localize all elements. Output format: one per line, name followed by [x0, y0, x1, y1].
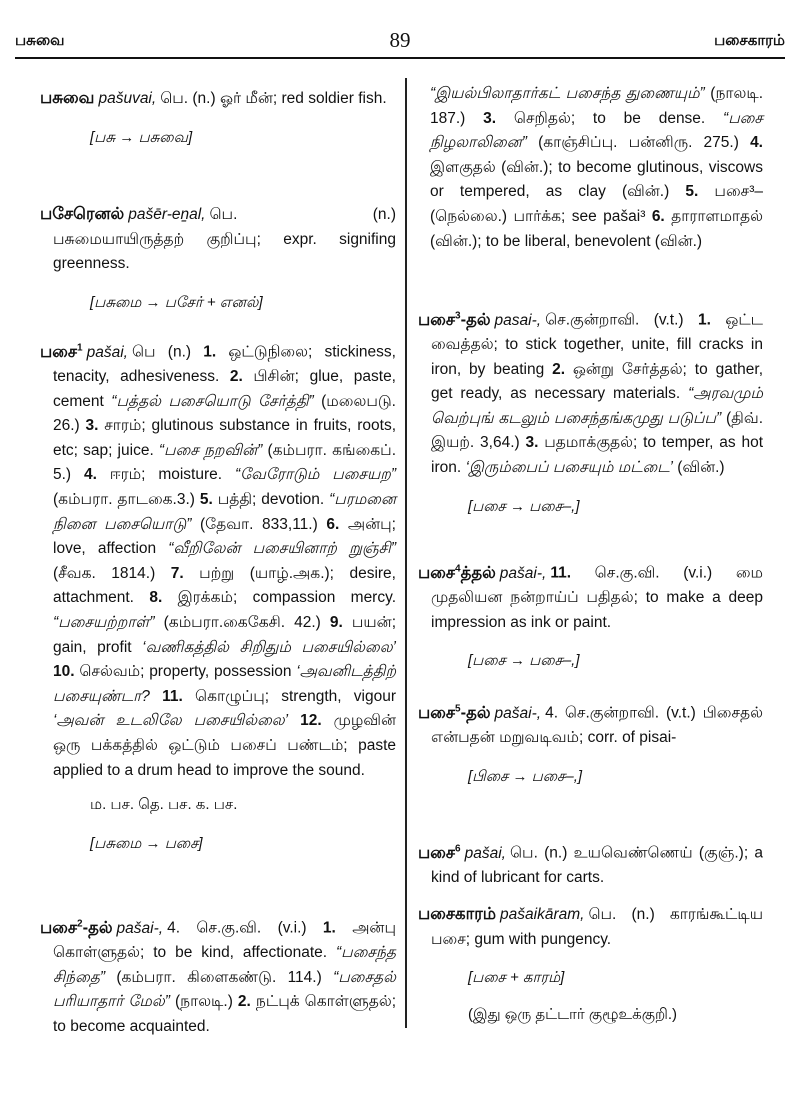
dictionary-entry: [40, 336, 396, 856]
headword-text: பசை: [40, 918, 78, 937]
entry-body: [40, 202, 396, 277]
sense-number: 6.: [651, 207, 665, 225]
citation-quote: ‘இரும்பைப் பசையும் மட்டை’: [465, 459, 673, 477]
definition-text: முழவின் ஒரு பக்கத்தில் ஒட்டும் பசைப் பண்டம்; paste applied to a drum head to improve the sound.: [53, 712, 397, 779]
headword-suffix: த்தல்: [460, 563, 496, 582]
definition-text: (சீவக. 1814.): [53, 564, 171, 582]
citation-quote: ‘அவன் உடலிலே பசையில்லை’: [53, 712, 289, 730]
definition-text: (காஞ்சிப்பு. பன்னிரு. 275.): [526, 134, 751, 152]
sense-number: 7.: [170, 564, 184, 582]
entry-body: [418, 82, 763, 254]
transliteration: pašai-,: [499, 564, 547, 582]
header-rule: [15, 57, 785, 59]
cognates: ம. பச. தெ. பச. க. பச.: [90, 796, 238, 814]
definition-text: 4. செ.குன்றாவி. (v.t.) பிசைதல் என்பதன் மறுவடிவம்; corr. of pisai-: [431, 704, 763, 747]
transliteration: pašai-,: [494, 704, 542, 722]
headword-text: பசை: [418, 563, 456, 582]
sense-number: 11.: [162, 687, 183, 705]
etymology: [பசு → பசுவை]: [90, 128, 193, 146]
headword: [418, 704, 491, 722]
headword-suffix: -தல்: [82, 918, 113, 937]
usage-note: (இது ஒரு தட்டார் குழூஉக்குறி.): [468, 1005, 678, 1023]
transliteration: pašai,: [86, 343, 128, 361]
etymology: [பசுமை → பசேர் + எனல்]: [90, 293, 263, 311]
sense-number: 3.: [85, 417, 99, 435]
headword-text: பசை: [40, 342, 78, 361]
sense-number: 2.: [237, 993, 251, 1011]
running-head-right: பசைகாரம்: [714, 32, 785, 49]
entry-body: [418, 697, 763, 751]
headword-text: பசேரெனல்: [40, 205, 125, 223]
entry-body: [418, 837, 763, 891]
definition-text: 4. செ.கு.வி. (v.i.): [167, 919, 323, 937]
definition-text: இளகுதல் (வின்.); to become glutinous, viscows or tempered, as clay (வின்.): [430, 158, 763, 201]
definition-text: (கம்பரா. கிளைகண்டு. 114.): [105, 968, 334, 986]
definition-text: [150, 688, 162, 705]
etymology: [பிசை → பசை–,]: [468, 767, 583, 785]
citation-quote: “பசைதல் பரியாதார் மேல்”: [53, 968, 396, 1011]
citation-quote: “பத்தல் பசையொடு சேர்த்தி”: [111, 392, 314, 410]
homonym-number: 2: [77, 918, 83, 929]
definition-text: பெ. (n.) பசுமையாயிருத்தற் குறிப்பு; expr. signifing greenness.: [53, 206, 396, 273]
sense-number: 2.: [229, 368, 243, 386]
definition-text: பசை³–(நெல்லை.) பார்க்க; see pašai³: [430, 183, 763, 225]
citation-quote: “பசையற்றாள்”: [53, 614, 155, 632]
transliteration: pašaikāram,: [500, 906, 585, 923]
headword-text: பசை: [418, 703, 456, 722]
headword-suffix: -தல்: [460, 310, 491, 329]
definition-text: தாராளமாதல் (வின்.); to be liberal, benevolent (வின்.): [430, 207, 763, 250]
sense-number: 12.: [300, 712, 322, 730]
entry-body: [40, 336, 396, 783]
homonym-number: 4: [455, 563, 461, 574]
headword-text: பசை: [418, 843, 456, 862]
sense-number: 6.: [326, 515, 340, 533]
definition-text: அன்பு; love, affection: [53, 515, 396, 558]
definition-text: செல்வம்; property, possession: [74, 663, 297, 681]
headword: [40, 205, 124, 223]
headword: [418, 311, 491, 329]
citation-quote: “பசைந்த சிந்தை”: [53, 944, 396, 986]
dictionary-entry: [418, 304, 763, 519]
citation-quote: “பசை நறவின்”: [158, 441, 263, 459]
sense-number: 3.: [483, 109, 497, 127]
sense-number: 10.: [53, 663, 75, 681]
entry-body: [418, 902, 763, 952]
definition-text: பெ. (n.) ஓர் மீன்; red soldier fish.: [160, 90, 387, 107]
entry-body: [40, 912, 396, 1039]
transliteration: pašai-,: [116, 919, 164, 937]
definition-text: ஒட்டுநிலை; stickiness, tenacity, adhesiveness.: [53, 343, 396, 386]
etymology: [பசை + காரம்]: [468, 969, 565, 987]
sense-number: 3.: [525, 434, 539, 452]
citation-quote: ‘அவனிடத்திற் பசையுண்டா?: [53, 663, 396, 705]
dictionary-entry: [418, 697, 763, 789]
definition-text: (கம்பரா. தாடகை.3.): [53, 491, 200, 509]
sense-number: 1.: [203, 343, 217, 361]
definition-text: செ.கு.வி. (v.i.) மை முதலியன நன்றாய்ப் பதிதல்; to make a deep impression as ink or paint.: [431, 564, 763, 631]
definition-text: (மலைபடு. 26.): [53, 392, 396, 435]
homonym-number: 1: [77, 342, 83, 353]
sense-number: 1.: [698, 311, 711, 329]
headword: [40, 89, 94, 107]
etymology: [பசுமை → பசை]: [90, 834, 203, 852]
definition-text: (வின்.): [672, 459, 725, 477]
citation-quote: “பசை நிழலாலினை”: [430, 109, 763, 152]
definition-text: (கம்பரா. கங்கைப். 5.): [53, 441, 397, 484]
definition-text: (திவ். இயற். 3,64.): [431, 409, 763, 452]
definition-text: அன்பு கொள்ளுதல்; to be kind, affectionate.: [53, 919, 396, 962]
sense-number: 5.: [685, 183, 699, 201]
headword: [40, 343, 83, 361]
definition-text: (நாலடி.): [169, 993, 238, 1011]
definition-text: பெ (n.): [131, 343, 204, 361]
dictionary-entry: [418, 837, 763, 891]
transliteration: pašai,: [464, 844, 506, 862]
etymology: [பசை → பசை–,]: [468, 652, 580, 670]
citation-quote: “இயல்பிலாதார்கட் பசைந்த துணையும்”: [430, 85, 705, 102]
transliteration: pašuvai,: [98, 90, 157, 107]
sense-number: 5.: [199, 491, 213, 509]
headword-text: பசைகாரம்: [418, 905, 497, 923]
definition-text: (நாலடி. 187.): [430, 85, 763, 127]
sense-number: 9.: [329, 614, 343, 632]
definition-text: பெ. (n.) உயவெண்ணெய் (குஞ்.); a kind of lubricant for carts.: [431, 844, 763, 887]
transliteration: pašēr-eṉal,: [128, 206, 206, 223]
definition-text: ஈரம்; moisture.: [96, 466, 235, 484]
sense-number: 8.: [149, 589, 163, 607]
homonym-number: 3: [455, 310, 461, 321]
entry-body: [40, 86, 396, 112]
definition-text: பத்தி; devotion.: [212, 491, 330, 509]
transliteration: pasai-,: [494, 311, 542, 329]
sense-number: 1.: [322, 919, 336, 937]
running-head-left: பசுவை: [15, 32, 65, 49]
entry-continuation: [418, 82, 763, 254]
dictionary-entry: [40, 912, 396, 1039]
dictionary-entry: [418, 557, 763, 674]
headword: [418, 905, 496, 923]
definition-text: பெ. (n.) காரங்கூட்டிய பசை; gum with pungency.: [431, 906, 763, 948]
definition-text: செறிதல்; to be dense.: [496, 109, 724, 127]
etymology: [பசை → பசை–,]: [468, 497, 580, 515]
entry-body: [418, 557, 763, 635]
homonym-number: 6: [455, 843, 461, 854]
column-divider: [405, 78, 407, 1028]
definition-text: [288, 712, 300, 729]
definition-text: ஒன்று சேர்த்தல்; to gather, get ready, as necessary materials.: [431, 360, 764, 403]
citation-quote: “அரவமும் வெற்புங் கடலும் பசைந்தங்கமுது படுப்ப”: [431, 385, 763, 427]
headword: [40, 919, 113, 937]
definition-text: (கம்பரா.கைகேசி. 42.): [154, 614, 330, 632]
headword-text: பசுவை: [40, 89, 95, 107]
dictionary-entry: [418, 902, 763, 1027]
sense-number: 4.: [83, 466, 97, 484]
citation-quote: “வேரோடும் பசையற”: [234, 466, 397, 484]
citation-quote: “பரமனை நினை பசையொடு”: [53, 491, 396, 533]
headword-suffix: -தல்: [460, 703, 491, 722]
sense-number: 11.: [550, 564, 572, 582]
sense-number: 4.: [750, 134, 763, 152]
definition-text: பிசின்; glue, paste, cement: [53, 368, 396, 410]
definition-text: பயன்; gain, profit: [53, 614, 396, 656]
definition-text: கொழுப்பு; strength, vigour: [182, 687, 396, 705]
definition-text: இரக்கம்; compassion mercy.: [162, 589, 397, 607]
definition-text: (தேவா. 833,11.): [191, 515, 327, 533]
dictionary-entry: [40, 202, 396, 315]
definition-text: நட்புக் கொள்ளுதல்; to become acquainted.: [53, 993, 397, 1035]
definition-text: சாரம்; glutinous substance in fruits, roots, etc; sap; juice.: [53, 417, 397, 459]
definition-text: பற்று (யாழ்.அக.); desire, attachment.: [53, 564, 396, 607]
entry-body: [418, 304, 763, 481]
citation-quote: “வீறிலேன் பசையினாற் றுஞ்சி”: [168, 540, 396, 558]
citation-quote: ‘வணிகத்தில் சிறிதும் பசையில்லை’: [142, 638, 397, 656]
sense-number: 2.: [552, 360, 566, 378]
dictionary-entry: [40, 86, 396, 150]
homonym-number: 5: [455, 703, 461, 714]
headword: [418, 844, 461, 862]
headword-text: பசை: [418, 310, 456, 329]
page-number: 89: [389, 28, 411, 52]
headword: [418, 564, 496, 582]
definition-text: செ.குன்றாவி. (v.t.): [545, 311, 698, 329]
definition-text: பதமாக்குதல்; to temper, as hot iron.: [431, 434, 763, 477]
definition-text: ஒட்ட வைத்தல்; to stick together, unite, fill cracks in iron, by beating: [431, 311, 764, 378]
